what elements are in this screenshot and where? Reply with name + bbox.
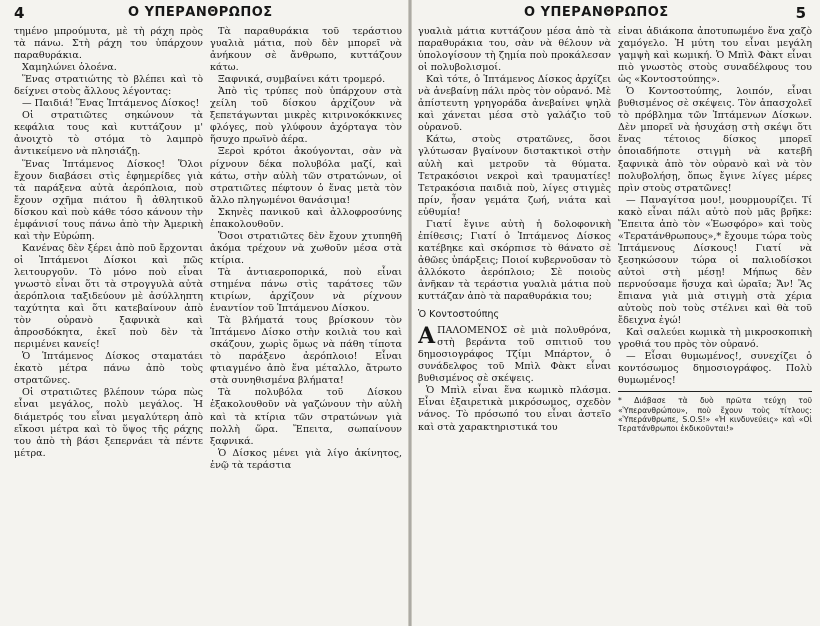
drop-cap: Α <box>418 323 436 350</box>
lead-paragraph <box>418 325 611 385</box>
paragraph: Τὰ ἀντιαεροπορικά, ποὺ εἶναι στημένα πάνω στὶς ταράτσες τῶν κτιρίων, ἀρχίζουν νὰ ρίχνουν ἐναντίον τοῦ Ἱπτάμενου Δίσκου. <box>210 266 402 315</box>
right-running-title: Ο ΥΠΕΡΑΝΘΡΩΠΟΣ <box>524 5 669 20</box>
paragraph: Ὅσοι στρατιῶτες δὲν ἔχουν χτυπηθῆ ἀκόμα τρέχουν νὰ χωθοῦν μέσα στὰ κτίρια. <box>210 230 402 266</box>
paragraph: Ξεροὶ κρότοι ἀκούγονται, σὰν νὰ ρίχνουν δέκα πολυβόλα μαζί, καὶ κάτω, στὴν αὐλὴ τῶν στρατώνων, οἱ στρατιῶτες πέφτουν ὁ ἕνας μετὰ τὸν ἄλλο πληγωμένοι θανάσιμα! <box>210 146 402 206</box>
section-heading: Ὁ Κοντοστούπης <box>418 309 500 321</box>
paragraph: Σκηνὲς πανικοῦ καὶ ἀλλοφροσύνης ἐπακολουθοῦν. <box>210 206 402 230</box>
paragraph: Ὁ Κοντοστούπης, λοιπόν, εἶναι βυθισμένος σὲ σκέψεις. Τὸν ἀπασχολεῖ τὸ πρόβλημα τῶν Ἱπτάμενων Δίσκων. Δὲν μπορεῖ νὰ ἡσυχάσῃ στὴ σκέψι ὅτι ἕνας τέτοιος δίσκος μπορεῖ ὁποιαδήποτε στιγμὴ νὰ κατεβῆ ξαφνικὰ ἀπὸ τὸν οὐρανὸ καὶ νὰ τὸν πολυβολήσῃ, ὅπως ἔγινε λίγες μέρες πρὶν στοὺς στρατῶνες! <box>618 86 812 194</box>
paragraph: Ὁ Μπὶλ εἶναι ἕνα κωμικὸ πλάσμα. Εἶναι ἐξαιρετικὰ μικρόσωμος, σχεδὸν νάνος. Τὸ πρόσωπό του εἶναι ἀστεῖο καὶ στὰ χαρακτηριστικά του <box>418 385 611 433</box>
paragraph: Ὁ Ἱπτάμενος Δίσκος σταματάει ἑκατὸ μέτρα πάνω ἀπὸ τοὺς στρατῶνες. <box>14 351 203 387</box>
paragraph: Χαμηλώνει ὁλοένα. <box>22 62 117 74</box>
paragraph: Ἀπὸ τὶς τρύπες ποὺ ὑπάρχουν στὰ χείλη τοῦ δίσκου ἀρχίζουν νὰ ξεπετάγωνται μικρὲς κιτρινοκόκκινες φλόγες, ποὺ γλύφουν ἀχόρταγα τὸν ἥσυχο πρωϊνὸ ἀέρα. <box>210 86 402 146</box>
paragraph: Οἱ στρατιῶτες σηκώνουν τὰ κεφάλια τους καὶ κυττάζουν μ' ἀνοιχτὸ τὸ στόμα τὸ λαμπρὸ ἀντικείμενο νὰ πλησιάζῃ. <box>14 110 203 158</box>
left-column-1 <box>14 26 203 622</box>
lead-text: ΠΑΛΟΜΕΝΟΣ σὲ μιὰ πολυθρόνα, στὴ βεράντα τοῦ σπιτιοῦ του δημοσιογράφος Τζίμι Μπάρτον, ὁ συνάδελφος τοῦ Μπὶλ Φὰκτ εἶναι βυθισμένος σὲ σκέψεις. <box>418 325 611 385</box>
paragraph: — Παναγίτσα μου!, μουρμουρίζει. Τί κακὸ εἶναι πάλι αὐτὸ ποὺ μᾶς βρῆκε: Ἔπειτα ἀπὸ τὸν «Ἐωσφόρο» καὶ τοὺς «Τερατάνθρωπους»,* ἔχουμε τώρα τοὺς Ἱπτάμενους Δίσκους! Γιατί νὰ ξεσηκώσουν τώρα οἱ παλιοδίσκοι αὐτοὶ στὴ μέσῃ! Μήπως δὲν περνούσαμε ἥσυχα καὶ ὡραῖα; Ἄν! Ἂς ἔπιανα γιὰ μιὰ στιγμὴ στὰ χέρια αὐτοὺς ποὺ τοὺς στέλνει καὶ θὰ τοῦ ἔδειχνα ἐγώ! <box>618 194 812 327</box>
right-column-2 <box>618 26 812 622</box>
left-column-2 <box>210 26 402 622</box>
right-column-1 <box>418 26 611 622</box>
paragraph: γυαλιὰ μάτια κυττάζουν μέσα ἀπὸ τὰ παραθυράκια του, σὰν νὰ θέλουν νὰ ὑπολογίσουν τὴ ζημία ποὺ προκάλεσαν οἱ πολυβολισμοί. <box>418 26 611 74</box>
paragraph: — Εἶσαι θυμωμένος!, συνεχίζει ὁ κοντόσωμος δημοσιογράφος. Πολὺ θυμωμένος! <box>618 351 812 387</box>
paragraph: Καὶ σαλεύει κωμικὰ τὴ μικροσκοπικὴ γροθιά του πρὸς τὸν οὐρανό. <box>618 327 812 351</box>
right-page-number: 5 <box>795 4 806 22</box>
left-running-title: Ο ΥΠΕΡΑΝΘΡΩΠΟΣ <box>128 5 273 20</box>
paragraph: Γιατί ἔγινε αὐτὴ ἡ δολοφονικὴ ἐπίθεσις; Γιατί ὁ Ἱπτάμενος Δίσκος κατέβηκε καὶ σκόρπισε τὸ θάνατο σὲ ἀθῶες ὑπάρξεις; Ποιοί κυβερνοῦσαν τὸ ἀλλόκοτο ἀερόπλοιο; Σὲ ποιοὺς ἀνῆκαν τὰ τεράστια γυαλιὰ μάτια ποὺ κυττάζαν ἀπὸ τὰ παραθυράκια του; <box>418 218 611 303</box>
paragraph: Καὶ τότε, ὁ Ἱπτάμενος Δίσκος ἀρχίζει νὰ ἀνεβαίνῃ πάλι πρὸς τὸν οὐρανό. Μὲ ἀπίστευτη γρηγοράδα ἀνεβαίνει ψηλὰ καὶ χάνεται μέσα στὸ γαλάζιο τοῦ οὐρανοῦ. <box>418 74 611 134</box>
paragraph: Ἕνας στρατιώτης τὸ βλέπει καὶ τὸ δείχνει στοὺς ἄλλους λέγοντας: <box>14 74 203 98</box>
paragraph: Ἕνας Ἱπτάμενος Δίσκος! Ὅλοι ἔχουν διαβάσει στὶς ἐφημερίδες γιὰ τὰ παράξενα αὐτὰ ἀερόπλοια, ποὺ ἔχουν σχῆμα πιάτου ἢ ἀθλητικοῦ δίσκου καὶ ποὺ κάθε τόσο κάνουν τὴν ἐμφάνισί τους πάνω ἀπὸ τὴν Ἀμερικὴ καὶ τὴν Εὐρώπη. <box>14 158 203 242</box>
paragraph: Οἱ στρατιῶτες βλέπουν τώρα πὼς εἶναι μεγάλος, πολὺ μεγάλος. Ἡ διάμετρός του εἶναι μεγαλύτερη ἀπὸ εἴκοσι μέτρα καὶ τὸ ὕψος τῆς ράχης του ἀπὸ τὴ βάσι ξεπερνάει τὰ πέντε μέτρα. <box>14 387 203 459</box>
left-page-header <box>0 4 408 24</box>
paragraph: εἶναι ἀδιάκοπα ἀποτυπωμένο ἕνα χαζὸ χαμόγελο. Ἡ μύτη του εἶναι μεγάλη γαμψὴ καὶ κωμική. Ὁ Μπὶλ Φὰκτ εἶναι πιὸ γνωστὸς στοὺς συναδέλφους του ὡς «Κοντοστούπης». <box>618 26 812 86</box>
paragraph: Κάτω, στοὺς στρατῶνες, ὅσοι γλύτωσαν βγαίνουν διστακτικοὶ στὴν αὐλὴ καὶ μετροῦν τὰ θύματα. Τετρακόσιοι νεκροὶ καὶ τραυματίες! Τετρακόσια παιδιὰ ποὺ, λίγες στιγμὲς πρίν, ἦσαν γεμάτα ζωή, νιάτα καὶ εὐθυμία! <box>418 134 611 218</box>
paragraph: — Παιδιά! Ἕνας Ἱπτάμενος Δίσκος! <box>22 98 200 110</box>
paragraph: Τὰ βλήματά τους βρίσκουν τὸν Ἱπτάμενο Δίσκο στὴν κοιλιὰ του καὶ σκάζουν, χωρὶς ὅμως νὰ πάθη τίποτα τὸ παράξενο ἀερόπλοιο! Εἶναι φτιαγμένο ἀπὸ ἕνα μέταλλο, ἄτρωτο στὰ συνηθισμένα βλήματα! <box>210 315 402 387</box>
paragraph: Τὰ πολυβόλα τοῦ Δίσκου ἐξακολουθοῦν νὰ γαζώνουν τὴν αὐλὴ καὶ τὰ κτίρια τῶν στρατώνων γιὰ πολλὴ ὥρα. Ἔπειτα, σωπαίνουν ξαφνικά. <box>210 387 402 447</box>
paragraph: Ὁ Δίσκος μένει γιὰ λίγο ἀκίνητος, ἐνῷ τὰ τεράστια <box>210 447 402 471</box>
paragraph: Ξαφνικά, συμβαίνει κάτι τρομερό. <box>218 74 386 86</box>
paragraph: τημένο μπρούμυτα, μὲ τὴ ράχη πρὸς τὰ πάνω. Στὴ ράχη του ὑπάρχουν παραθυράκια. <box>14 26 203 62</box>
right-page-header <box>412 4 820 24</box>
left-page-number: 4 <box>14 4 25 22</box>
paragraph: Τὰ παραθυράκια τοῦ τεράστιου γυαλιὰ μάτια, ποὺ δὲν μπορεῖ νὰ ἀνήκουν σὲ ἄνθρωπο, κυττάζουν κάτω. <box>210 26 402 74</box>
right-page <box>412 0 820 626</box>
left-page <box>0 0 408 626</box>
paragraph: Κανένας δὲν ξέρει ἀπὸ ποῦ ἔρχονται οἱ Ἱπτάμενοι Δίσκοι καὶ πῶς λειτουργοῦν. Τὸ μόνο ποὺ εἶναι γνωστὸ εἶναι ὅτι τὰ στρογγυλὰ αὐτὰ ἀερόπλοια ταξιδεύουν μὲ ἀσύλληπτη ταχύτητα καὶ ὅτι κατεβαίνουν ἀπὸ τὸν οὐρανὸ ξαφνικὰ καὶ ἀπροσδόκητα, ἐκεῖ ποὺ δὲν τὰ περιμένει κανείς! <box>14 242 203 351</box>
footnote: * Διάβασε τὰ δυὸ πρῶτα τεύχη τοῦ «Ὑπερανθρώπου», ποὺ ἔχουν τοὺς τίτλους: «Ὑπεράνθρωπε, S.O.S!» «Ἡ κινδυνεύεις» καὶ «Οἱ Τερατάνθρωποι ἐκδικοῦνται!» <box>618 396 812 434</box>
footnote-rule <box>618 391 812 392</box>
